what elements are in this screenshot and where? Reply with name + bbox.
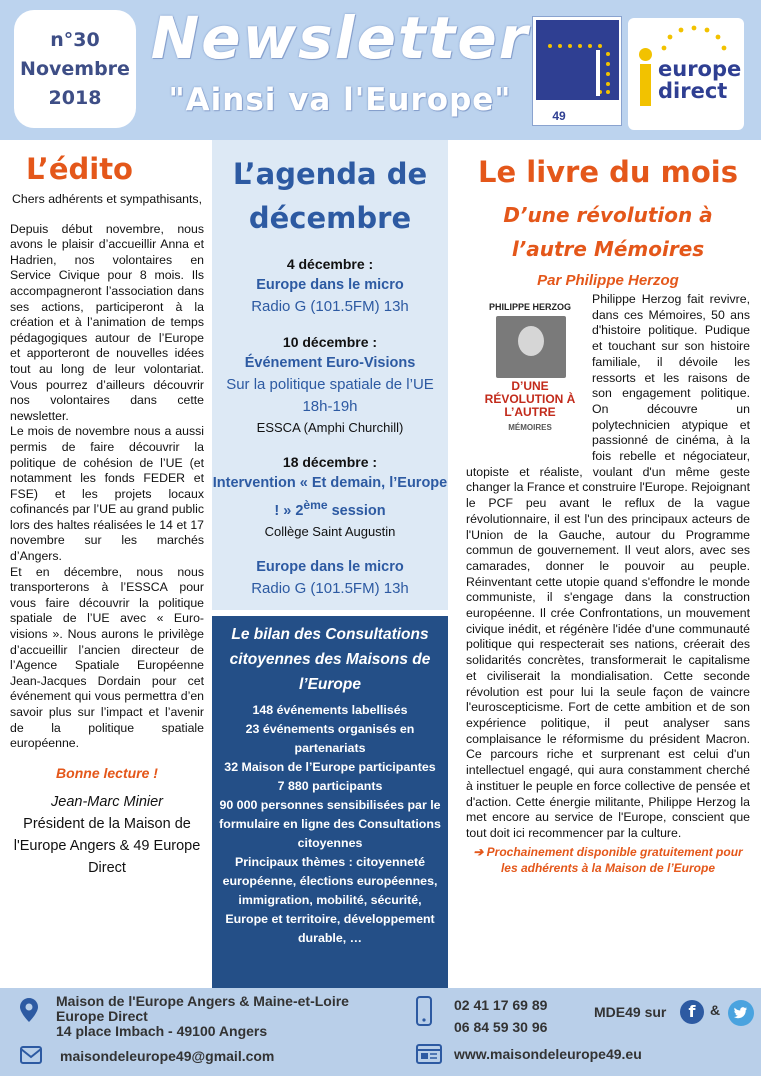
event-detail: Radio G (101.5FM) 13h (251, 579, 409, 597)
bilan-item: 90 000 personnes sensibilisées par le formulaire en ligne des Consultations citoyennes (219, 798, 441, 850)
edito-heading: L’édito (26, 152, 133, 186)
edito-paragraph: Et en décembre, nous nous transporterons à l’ESSCA pour vous faire découvrir la politique spatiale de l’UE avec « Euro-visions ». Nous aurons le privilège d’accueillir l’ancien directeur de l’Agence Spatiale Européenne Jean-Jacques Dordain pour cet événement qui vous permettra d’en savoir plus sur l’impact et l’avenir de la politique spatiale européenne. (10, 564, 204, 751)
book-cover-author: PHILIPPE HERZOG (488, 302, 571, 312)
signature-name: Jean-Marc Minier (51, 794, 163, 811)
edito-paragraph: Depuis début novembre, nous avons le plaisir d’accueillir Anna et Hadrien, nos volontaires en Service Civique pour 8 mois. Ils accompagneront l’association dans ses actions, participeront à la création et à l’animation de temps pédagogiques autour de l’Europe et apporteront de nouvelles idées tout au long de leur volontariat. Vous pourrez d’ailleurs découvrir nos volontaires dans cette newsletter. (10, 221, 204, 423)
bilan-heading: Le bilan des Consultations citoyennes des Maisons de l’Europe (229, 626, 431, 693)
event-title: Europe dans le micro (256, 277, 404, 293)
bilan-item: 32 Maison de l’Europe participantes (224, 760, 436, 774)
bilan-panel (212, 616, 448, 988)
phone-icon (416, 996, 432, 1026)
livre-column (466, 150, 750, 876)
event-title: Événement Euro-Visions (244, 355, 416, 371)
contact-footer (0, 988, 761, 1076)
newsletter-title: Newsletter (150, 4, 530, 72)
eu-flag-icon (536, 20, 619, 100)
agenda-event (212, 254, 448, 318)
event-date: 18 décembre : (282, 454, 378, 470)
issue-badge (14, 10, 136, 128)
livre-heading: Le livre du mois (478, 155, 738, 189)
edito-greeting: Chers adhérents et sympathisants, (11, 192, 202, 206)
europe-direct-logo (628, 18, 744, 130)
book-cover-title: D’UNE RÉVOLUTION À L’AUTRE MÉMOIRES (484, 379, 576, 432)
issue-number: n°30 (50, 28, 100, 51)
bilan-item: 148 événements labellisés (252, 703, 408, 717)
edito-signature (10, 791, 204, 879)
phone-number: 06 84 59 30 96 (454, 1019, 548, 1035)
social-label: MDE49 sur (594, 1004, 667, 1020)
logo-49-number: 49 (552, 109, 566, 123)
bilan-item: 7 880 participants (277, 779, 383, 793)
phone-numbers (454, 994, 547, 1038)
event-detail: Radio G (101.5FM) 13h (251, 298, 409, 315)
facebook-icon[interactable]: f (680, 1000, 704, 1024)
edito-column (10, 150, 204, 879)
info-dot-icon (639, 48, 652, 61)
book-cover (476, 298, 584, 448)
event-detail: Sur la politique spatiale de l’UE 18h-19h (226, 376, 434, 415)
event-place: Collège Saint Augustin (264, 523, 396, 539)
issue-month: Novembre (20, 57, 130, 80)
twitter-icon[interactable] (728, 1000, 754, 1026)
bilan-list (212, 701, 448, 948)
mail-icon (20, 1046, 42, 1064)
edito-paragraph: Le mois de novembre nous a aussi permis de faire découvrir la politique de cohésion de l’UE (et notamment les fonds FEDER et FSE) et les projets locaux cofinancés par l’UE au grand public lors des haltes réalisées le 14 et 17 novembre sur les marchés d’Angers. (10, 424, 204, 564)
agenda-heading: L’agenda de décembre (232, 157, 428, 235)
postal-address: Maison de l'Europe Angers & Maine-et-Loire Europe Direct 14 place Imbach - 49100 Angers (56, 993, 349, 1039)
europe-direct-wordmark: europe direct (658, 57, 742, 103)
author-photo (496, 316, 566, 378)
issue-year: 2018 (48, 86, 102, 109)
social-separator: & (710, 1002, 721, 1018)
edito-closing: Bonne lecture ! (56, 764, 158, 781)
email-link[interactable]: maisondeleurope49@gmail.com (60, 1048, 275, 1064)
info-bar-icon (640, 64, 651, 106)
agenda-panel (212, 140, 448, 610)
event-place: ESSCA (Amphi Churchill) (256, 420, 404, 435)
agenda-event (212, 452, 448, 542)
book-author: Par Philippe Herzog (537, 272, 679, 289)
star-ring-icon (654, 22, 734, 56)
event-title: Intervention « Et demain, l’Europe ! » 2ème session (212, 475, 448, 519)
event-date: 4 décembre : (286, 256, 374, 272)
book-review: Philippe Herzog fait revivre, dans ces Mémoires, 50 ans d'histoire politique. Pudique et touchant sur son histoire familiale, il dévoile les ressorts et les raisons de son engagement politique. On découvre un polytechnicien atypique et passionné de cinéma, à la fois rebelle et négociateur, utopiste et réaliste, voulant d'un même geste changer la France et construire l'Europe. Rejoignant le PCF peu avant le reflux de la vague révolutionnaire, il est l'un des principaux acteurs de l'Union de la Gauche, autour du Programme commun de gouvernement. Il veut alors, avec ses camarades, donner le pouvoir au peuple. Réinventant cette utopie quand s'effondre le monde communiste, il s'engage dans la construction européenne. Il crée Confrontations, un mouvement civique inédit, et régénère l'idée d'une communauté politique qui respecterait ses nations, créerait des solidarités concrètes, transformerait le capitalisme et civiliserait la mondialisation. Cette seconde révolution est pour lui la seule façon de vaincre l'euroscepticisme. Fort de cette ambition et de son expérience politique, il peut analyser sans complaisance le réformisme du président Macron. Ce parcours riche et surprenant est celui d'un intellectuel engagé, qui aura constamment cherché à instituer le peuple en force collective de pensée et d'action. Cette énergie militante, Philippe Herzog la met encore au service de l'Europe, conscient que tout doit ici recommencer par la culture. (466, 292, 750, 840)
agenda-event (212, 332, 448, 438)
website-icon (416, 1044, 442, 1064)
signature-role: Président de la Maison de l'Europe Angers & 49 Europe Direct (13, 816, 201, 877)
book-title: D’une révolution à l’autre Mémoires (503, 203, 713, 261)
newsletter-subtitle: "Ainsi va l'Europe" (168, 82, 512, 118)
event-title: Europe dans le micro (256, 558, 404, 575)
bilan-item: 23 événements organisés en partenariats (245, 722, 415, 755)
event-date: 10 décembre : (282, 334, 378, 350)
newsletter-header (0, 0, 761, 140)
bilan-item: Principaux thèmes : citoyenneté européenne, élections européennes, immigration, mobilité, sécurité, Europe et territoire, développement durable, … (222, 855, 438, 945)
agenda-event (212, 556, 448, 600)
book-promo: ➔ Prochainement disponible gratuitement pour les adhérents à la Maison de l’Europe (473, 844, 743, 875)
location-pin-icon (20, 998, 38, 1022)
phone-number: 02 41 17 69 89 (454, 997, 548, 1013)
maison-europe-49-logo (532, 16, 622, 126)
website-link[interactable]: www.maisondeleurope49.eu (454, 1046, 642, 1062)
